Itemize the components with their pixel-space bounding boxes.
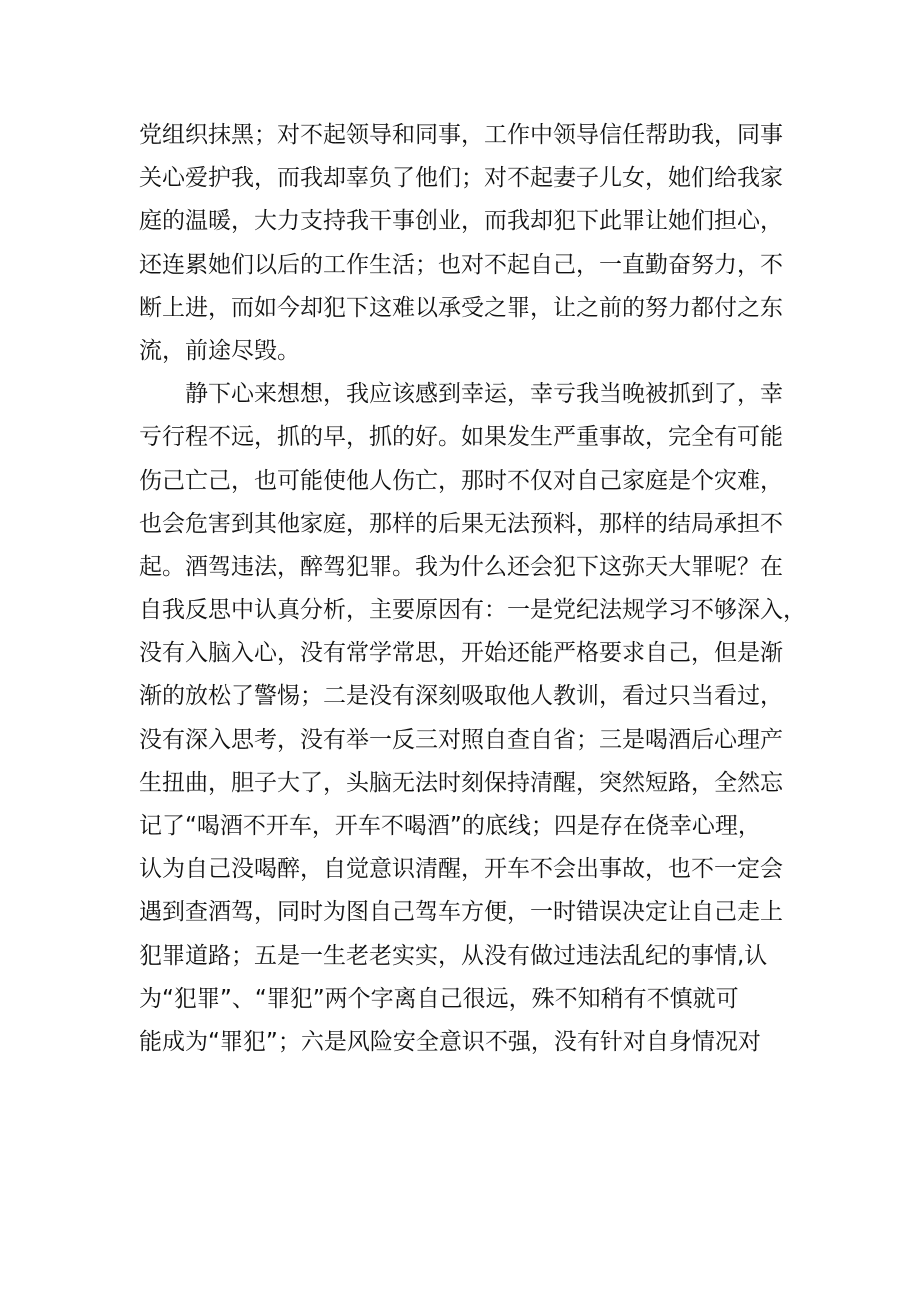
text-line: 也会危害到其他家庭，那样的后果无法预料，那样的结局承担不 — [139, 510, 783, 537]
text-line: 自我反思中认真分析，主要原因有：一是党纪法规学习不够深入， — [139, 597, 806, 624]
paragraph-2 — [139, 373, 806, 1064]
text-line: 关心爱护我，而我却辜负了他们；对不起妻子儿女，她们给我家 — [139, 165, 783, 192]
document-body — [139, 114, 806, 1064]
text-line: 庭的温暖，大力支持我干事创业，而我却犯下此罪让她们担心， — [139, 208, 783, 235]
text-line: 流，前途尽毁。 — [139, 337, 300, 364]
text-line: 认为自己没喝醉，自觉意识清醒，开车不会出事故，也不一定会 — [139, 856, 783, 883]
text-line: 伤己亡己，也可能使他人伤亡，那时不仅对自己家庭是个灾难， — [139, 467, 783, 494]
text-line: 没有深入思考，没有举一反三对照自查自省；三是喝酒后心理产 — [139, 726, 783, 753]
text-line: 起。酒驾违法，醉驾犯罪。我为什么还会犯下这弥天大罪呢？在 — [139, 553, 783, 580]
text-line: 党组织抹黑；对不起领导和同事，工作中领导信任帮助我，同事 — [139, 122, 783, 148]
text-line: 渐的放松了警惕；二是没有深刻吸取他人教训，看过只当看过， — [139, 683, 783, 710]
text-line: 遇到查酒驾，同时为图自己驾车方便，一时错误决定让自己走上 — [139, 899, 783, 926]
paragraph-1 — [139, 114, 799, 373]
text-line: 静下心来想想，我应该感到幸运，幸亏我当晚被抓到了，幸 — [185, 381, 783, 408]
text-line: 还连累她们以后的工作生活；也对不起自己，一直勤奋努力，不 — [139, 251, 783, 278]
text-line: 为“犯罪”、“罪犯”两个字离自己很远，殊不知稍有不慎就可 — [139, 985, 739, 1012]
text-line: 能成为“罪犯”；六是风险安全意识不强，没有针对自身情况对 — [139, 1028, 761, 1055]
text-line: 亏行程不远，抓的早，抓的好。如果发生严重事故，完全有可能 — [139, 424, 783, 451]
text-line: 断上进，而如今却犯下这难以承受之罪，让之前的努力都付之东 — [139, 294, 783, 321]
text-line: 记了“喝酒不开车，开车不喝酒”的底线；四是存在侥幸心理， — [139, 813, 761, 839]
text-line: 生扭曲，胆子大了，头脑无法时刻保持清醒，突然短路，全然忘 — [139, 769, 783, 796]
text-line: 犯罪道路；五是一生老老实实，从没有做过违法乱纪的事情,认 — [139, 942, 768, 969]
text-line: 没有入脑入心，没有常学常思，开始还能严格要求自己，但是渐 — [139, 640, 783, 667]
